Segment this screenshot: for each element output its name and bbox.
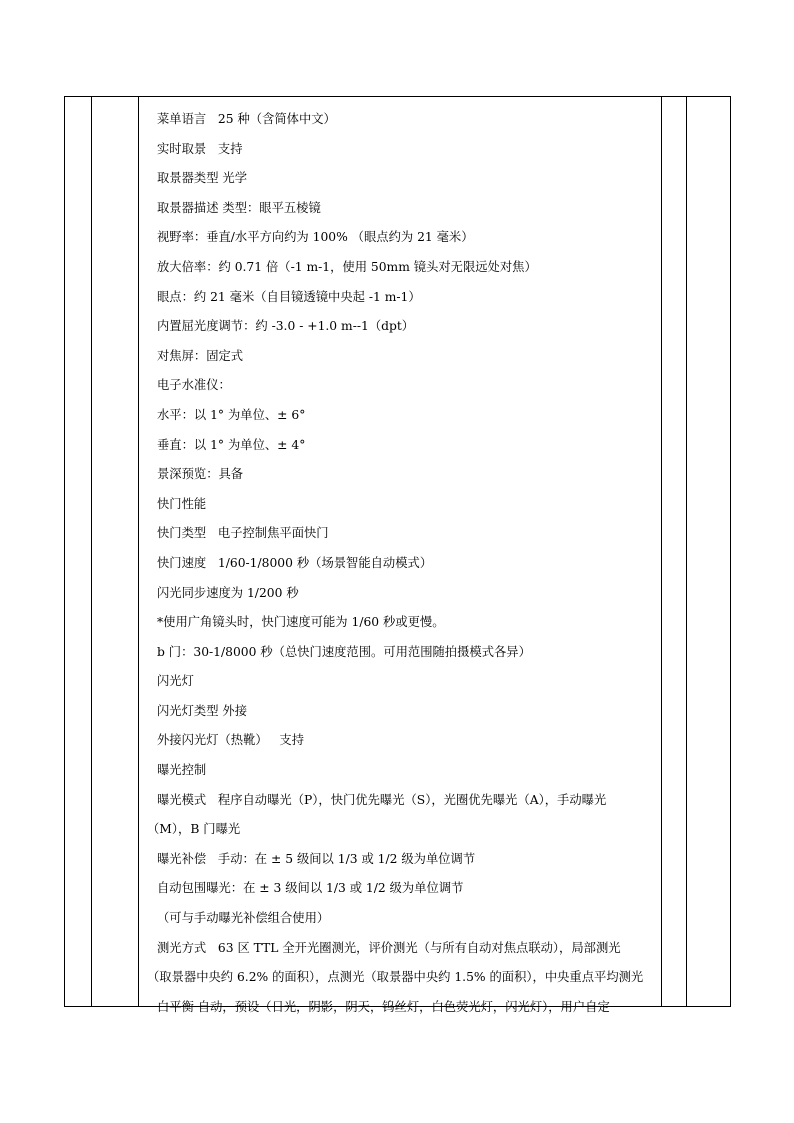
spec-line: 垂直：以 1° 为单位、± 4° [157,437,306,452]
spec-line: 白平衡 自动，预设（日光，阴影，阴天，钨丝灯，白色荧光灯，闪光灯），用户自定 [157,999,610,1014]
spec-line: 对焦屏：固定式 [157,348,244,363]
spec-line: 快门类型 电子控制焦平面快门 [157,526,329,541]
column-divider [661,97,662,1006]
spec-line: 曝光补偿 手动：在 ± 5 级间以 1/3 或 1/2 级为单位调节 [157,851,476,866]
column-divider [686,97,687,1006]
spec-line: b 门：30-1/8000 秒（总快门速度范围。可用范围随拍摄模式各异） [157,644,531,659]
spec-line: 闪光灯类型 外接 [157,703,247,718]
spec-line: 眼点：约 21 毫米（自目镜透镜中央起 -1 m-1） [157,289,421,304]
spec-line: 视野率：垂直/水平方向约为 100% （眼点约为 21 毫米） [157,230,474,245]
spec-line: 自动包围曝光：在 ± 3 级间以 1/3 或 1/2 级为单位调节 [157,881,464,896]
spec-line: 放大倍率：约 0.71 倍（-1 m-1，使用 50mm 镜头对无限远处对焦） [157,259,537,274]
spec-note: *使用广角镜头时，快门速度可能为 1/60 秒或更慢。 [157,615,445,630]
section-heading: 闪光灯 [157,674,194,689]
spec-line: 水平：以 1° 为单位、± 6° [157,407,306,422]
spec-line: 取景器描述 类型：眼平五棱镜 [157,200,321,215]
spec-line-continued: （M），B 门曝光 [147,822,241,837]
spec-line: 景深预览：具备 [157,467,244,482]
section-heading: 快门性能 [157,496,207,511]
spec-line: （可与手动曝光补偿组合使用） [157,911,330,926]
spec-line-continued: （取景器中央约 6.2% 的面积），点测光（取景器中央约 1.5% 的面积），中央重点平均测光 [147,970,644,985]
column-divider [138,97,139,1006]
spec-line: 曝光模式 程序自动曝光（P），快门优先曝光（S），光圈优先曝光（A），手动曝光 [157,792,607,807]
spec-line: 快门速度 1/60-1/8000 秒（场景智能自动模式） [157,555,433,570]
spec-line: 取景器类型 光学 [157,171,247,186]
spec-line: 内置屈光度调节：约 -3.0 - +1.0 m--1（dpt） [157,319,415,334]
spec-line: 外接闪光灯（热靴） 支持 [157,733,304,748]
spec-line: 电子水准仪： [157,378,231,393]
column-divider [91,97,92,1006]
spec-line: 菜单语言 25 种（含简体中文） [157,112,336,126]
spec-line: 实时取景 支持 [157,141,243,156]
spec-text-block [147,105,660,1022]
section-heading: 曝光控制 [157,763,207,778]
spec-line: 测光方式 63 区 TTL 全开光圈测光，评价测光（与所有自动对焦点联动），局部测光 [157,940,621,955]
spec-line: 闪光同步速度为 1/200 秒 [157,585,299,600]
